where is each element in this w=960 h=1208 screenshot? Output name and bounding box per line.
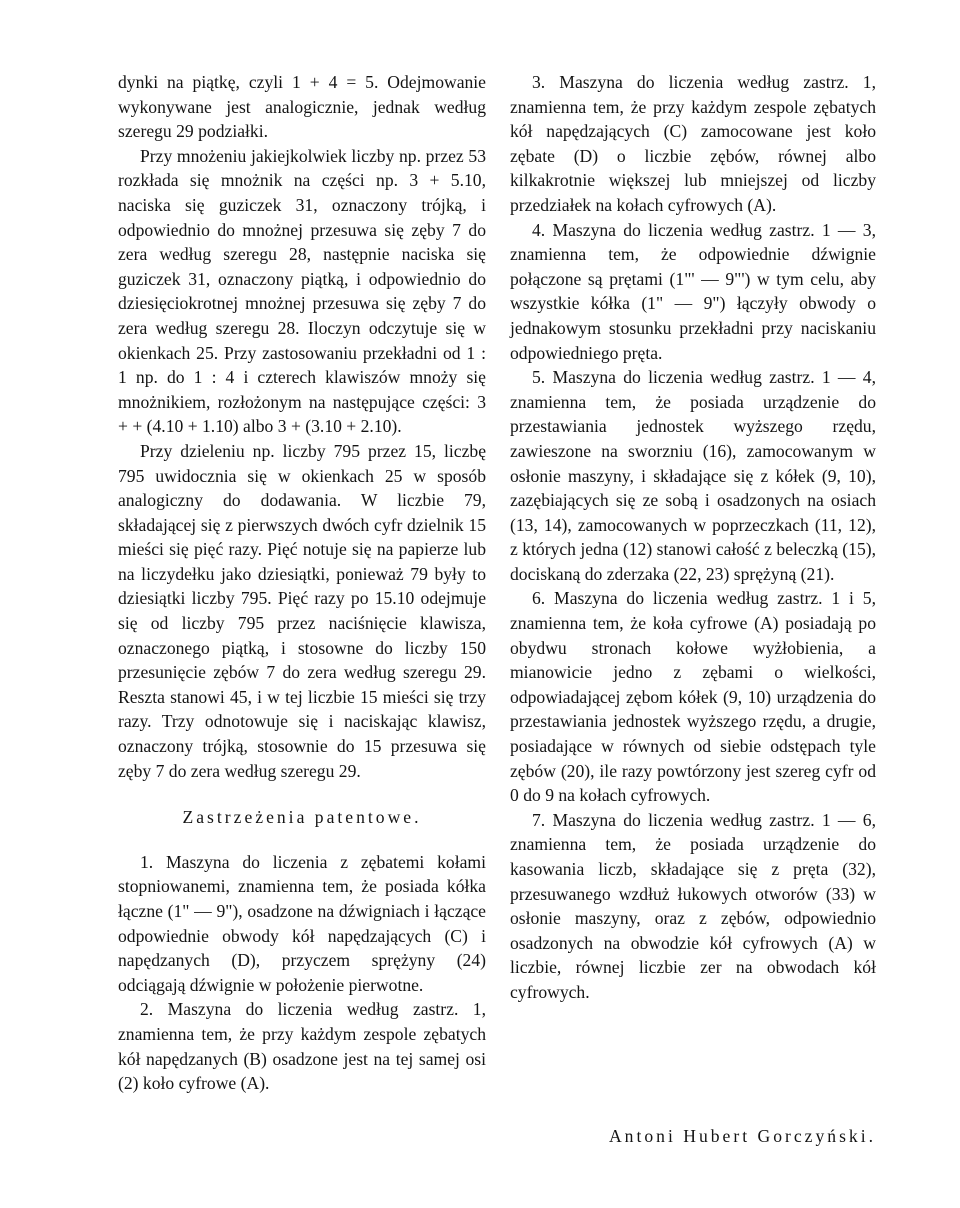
paragraph-division: Przy dzieleniu np. liczby 795 przez 15, liczbę 795 uwidocznia się w okienkach 25 w sposób analogiczny do dodawania. W liczbie 79, składającej się z pierwszych dwóch cyfr dzielnik 15 mieści się pięć razy. Pięć notuje się na papierze lub na liczydełku jako dziesiątki, ponieważ 79 były to dziesiątki liczby 795. Pięć razy po 15.10 odejmuje się od liczby 795 przez naciśnięcie klawisza, oznaczonego piątką, i stosowne do liczby 150 przesunięcie zębów 7 do zera według szeregu 29. Reszta stanowi 45, i w tej liczbie 15 mieści się trzy razy. Trzy odnotowuje się i naciskając klawisz, oznaczony trójką, stosownie do 15 przesuwa się zęby 7 do zera według szeregu 29. xyxy=(118,440,486,781)
claim-4: 4. Maszyna do liczenia według zastrz. 1 — 3, znamienna tem, że odpowiednie dźwignie połączone są prętami (1"' — 9"') w tym celu, aby wszystkie kółka (1" — 9") łączyły obwody o jednakowym stosunku przekładni przy naciskaniu odpowiedniego pręta. xyxy=(510,219,876,363)
claim-3: 3. Maszyna do liczenia według zastrz. 1, znamienna tem, że przy każdym zespole zębatych kół napędzających (C) zamocowane jest koło zębate (D) o liczbie zębów, równej albo kilkakrotnie większej lub mniejszej od liczby przedziałek na kołach cyfrowych (A). xyxy=(510,72,876,215)
claim-6: 6. Maszyna do liczenia według zastrz. 1 i 5, znamienna tem, że koła cyfrowe (A) posiadają po obydwu stronach kołowe wyżłobienia, a mianowicie jedno z zębami o wielkości, odpowiadającej zębom kółek (9, 10) urządzenia do przestawiania jednostek wyższego rzędu, a drugie, posiadające w równych od siebie odstępach tyle zębów (20), ile razy powtórzony jest szereg cyfr od 0 do 9 na kołach cyfrowych. xyxy=(510,588,876,806)
claim-1: 1. Maszyna do liczenia z zębatemi kołami stopniowanemi, znamienna tem, że posiada kółka łączne (1" — 9"), osadzone na dźwigniach i łączące odpowiednie obwody kół napędzających (C) i napędzanych (D), przyczem sprężyny (24) odciągają dźwignie w położenie pierwotne. xyxy=(118,851,486,995)
paragraph-addition-continued: dynki na piątkę, czyli 1 + 4 = 5. Odejmowanie wykonywane jest analogicznie, jednak według szeregu 29 podziałki. xyxy=(118,72,486,142)
left-column xyxy=(118,70,486,1096)
claims-heading: Zastrzeżenia patentowe. xyxy=(182,807,422,828)
paragraph-multiplication: Przy mnożeniu jakiejkolwiek liczby np. przez 53 rozkłada się mnożnik na części np. 3 + 5.10, naciska się guziczek 31, oznaczony trójką, i odpowiednio do mnożnej przesuwa się zęby 7 do zera według szeregu 28, następnie naciska się guziczek 31, oznaczony piątką, i odpowiednio do dziesięciokrotnej mnożnej przesuwa się zęby 7 do zera według szeregu 28. Iloczyn odczytuje się w okienkach 25. Przy zastosowaniu przekładni od 1 : 1 np. do 1 : 4 i czterech klawiszów mnoży się mnożnikiem, rozłożonym na następujące części: 3 + + (4.10 + 1.10) albo 3 + (3.10 + 2.10). xyxy=(118,145,486,437)
claim-2: 2. Maszyna do liczenia według zastrz. 1, znamienna tem, że przy każdym zespole zębatych kół napędzanych (B) osadzone jest na tej samej osi (2) koło cyfrowe (A). xyxy=(118,999,486,1094)
claim-5: 5. Maszyna do liczenia według zastrz. 1 — 4, znamienna tem, że posiada urządzenie do przestawiania jednostek wyższego rzędu, zawieszone na sworzniu (16), zamocowanym w osłonie maszyny, i składające się z kółek (9, 10), zazębiających się ze sobą i osadzonych na osiach (13, 14), zamocowanych w poprzeczkach (11, 12), z których jedna (12) stanowi całość z beleczką (15), dociskaną do zderzaka (22, 23) sprężyną (21). xyxy=(510,367,876,584)
right-column xyxy=(510,70,876,1005)
author-signature: Antoni Hubert Gorczyński. xyxy=(608,1126,876,1146)
claim-7: 7. Maszyna do liczenia według zastrz. 1 — 6, znamienna tem, że posiada urządzenie do kasowania liczb, składające się z pręta (32), przesuwanego wzdłuż łukowych otworów (33) w osłonie maszyny, oraz z zębów, odpowiednio osadzonych na obwodzie kół cyfrowych (A) w liczbie, równej liczbie zer na obwodach kół cyfrowych. xyxy=(510,809,876,1002)
